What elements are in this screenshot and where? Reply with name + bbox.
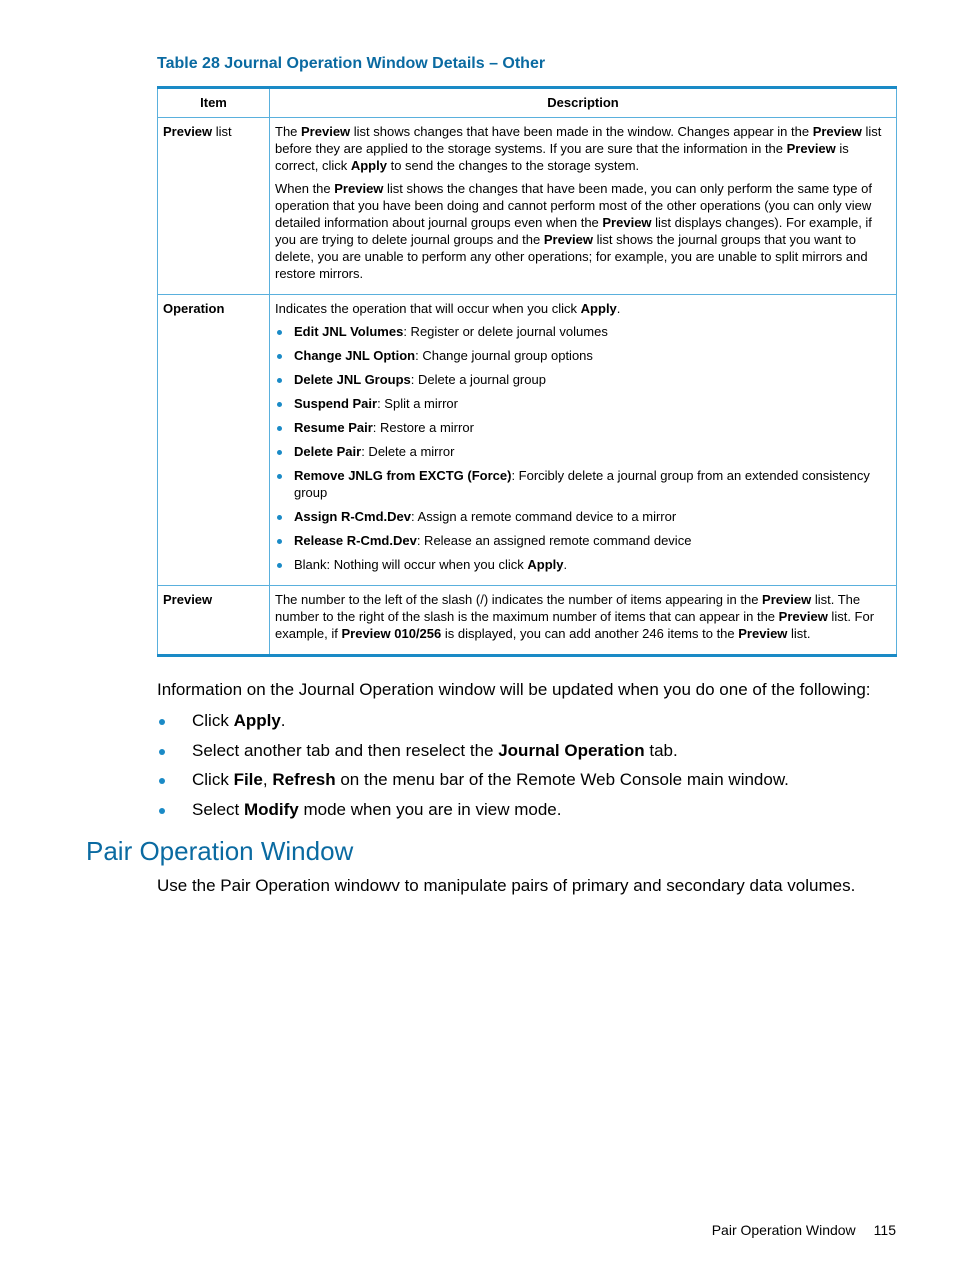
bullet-icon [277,402,282,407]
row-description [270,586,897,656]
bold-term: Preview [762,592,812,607]
info-bullet-list [157,710,789,828]
column-header-item: Item [158,88,270,118]
bold-term: Preview 010/256 [341,626,442,641]
row-item-preview: Preview [158,586,270,656]
bullet-icon [277,515,282,520]
bullet-icon [159,749,165,755]
bold-term: Assign R-Cmd.Dev [294,509,412,524]
row-description [270,295,897,586]
table-header-row [158,88,897,118]
table-caption: Table 28 Journal Operation Window Details – Other [157,55,546,72]
list-item: Click Apply. [157,710,789,740]
details-table [157,86,897,657]
bold-term: Delete JNL Groups [294,372,411,387]
info-paragraph: Information on the Journal Operation window will be updated when you do one of the following: [157,680,871,699]
bold-term: Apply [350,158,387,173]
footer-title: Pair Operation Window [711,1222,856,1238]
list-item: Delete JNL Groups: Delete a journal group [275,371,890,388]
list-item: Suspend Pair: Split a mirror [275,395,890,412]
bullet-icon [277,330,282,335]
bold-term: Journal Operation [498,740,645,760]
bold-term: Preview [334,181,384,196]
bold-term: Preview [786,141,836,156]
list-item: Delete Pair: Delete a mirror [275,443,890,460]
bullet-icon [277,378,282,383]
description-paragraph: The Preview list shows changes that have been made in the window. Changes appear in the Preview list before they are applied to the storage systems. If you are sure that the information in the Preview is correct, click Apply to send the changes to the storage system. [275,124,882,173]
bullet-icon [277,450,282,455]
bold-term: Release R-Cmd.Dev [294,533,417,548]
item-rest: list [212,124,232,139]
bold-term: Delete Pair [294,444,362,459]
bullet-icon [159,778,165,784]
row-item-preview-list [158,118,270,295]
bold-term: Apply [527,557,564,572]
list-item: Assign R-Cmd.Dev: Assign a remote command device to a mirror [275,508,890,525]
bold-term: Remove JNLG from EXCTG (Force) [294,468,512,483]
list-item: Blank: Nothing will occur when you click Apply. [275,556,890,573]
bold-term: Preview [543,232,593,247]
bullet-icon [159,719,165,725]
table-row [158,586,897,656]
row-description [270,118,897,295]
bold-term: Refresh [272,770,336,789]
bold-term: Apply [233,711,281,730]
bold-term: Apply [580,301,617,316]
bold-term: Modify [243,799,299,819]
list-item: Remove JNLG from EXCTG (Force): Forcibly delete a journal group from an extended consistency group [275,467,890,501]
item-bold: Preview [163,124,213,139]
bold-term: Change JNL Option [294,348,416,363]
column-header-description: Description [270,88,897,118]
list-item: Resume Pair: Restore a mirror [275,419,890,436]
list-item: Edit JNL Volumes: Register or delete journal volumes [275,323,890,340]
bold-term: Preview [301,124,351,139]
list-item: Click File, Refresh on the menu bar of the Remote Web Console main window. [157,769,789,799]
bullet-icon [159,808,165,814]
operation-list [275,323,890,573]
description-paragraph: Indicates the operation that will occur when you click Apply. [275,301,621,316]
bullet-icon [277,474,282,479]
bold-term: Suspend Pair [294,396,378,411]
bullet-icon [277,563,282,568]
bold-term: Preview [602,215,652,230]
list-item: Change JNL Option: Change journal group options [275,347,890,364]
bold-term: Edit JNL Volumes [294,324,404,339]
bullet-icon [277,426,282,431]
bold-term: Preview [778,609,828,624]
table-row [158,295,897,586]
description-paragraph: When the Preview list shows the changes that have been made, you can only perform the same type of operation that you have been doing and cannot perform most of the other operations (you can only view detailed information about journal groups even when the Preview list displays changes). For example, if you are trying to delete journal groups and the Preview list shows the journal groups that you want to delete, you are unable to perform any other operations; for example, you are unable to split mirrors and restore mirrors. [275,181,872,281]
bullet-icon [277,539,282,544]
description-paragraph: The number to the left of the slash (/) indicates the number of items appearing in the Preview list. The number to the right of the slash is the maximum number of items that can appear in the Preview list. For example, if Preview 010/256 is displayed, you can add another 246 items to the Preview list. [275,592,875,641]
page-footer [712,1222,896,1238]
bold-term: Resume Pair [294,420,373,435]
bold-term: File [233,770,263,789]
list-item: Release R-Cmd.Dev: Release an assigned remote command device [275,532,890,549]
table-row [158,118,897,295]
section-title: Pair Operation Window [86,836,354,866]
list-item: Select another tab and then reselect the Journal Operation tab. [157,740,789,770]
bold-term: Preview [738,626,788,641]
bullet-icon [277,354,282,359]
row-item-operation: Operation [158,295,270,586]
section-paragraph: Use the Pair Operation windowv to manipulate pairs of primary and secondary data volumes. [157,876,856,895]
list-item: Select Modify mode when you are in view mode. [157,799,789,829]
page-number: 115 [873,1222,896,1238]
bold-term: Preview [812,124,862,139]
